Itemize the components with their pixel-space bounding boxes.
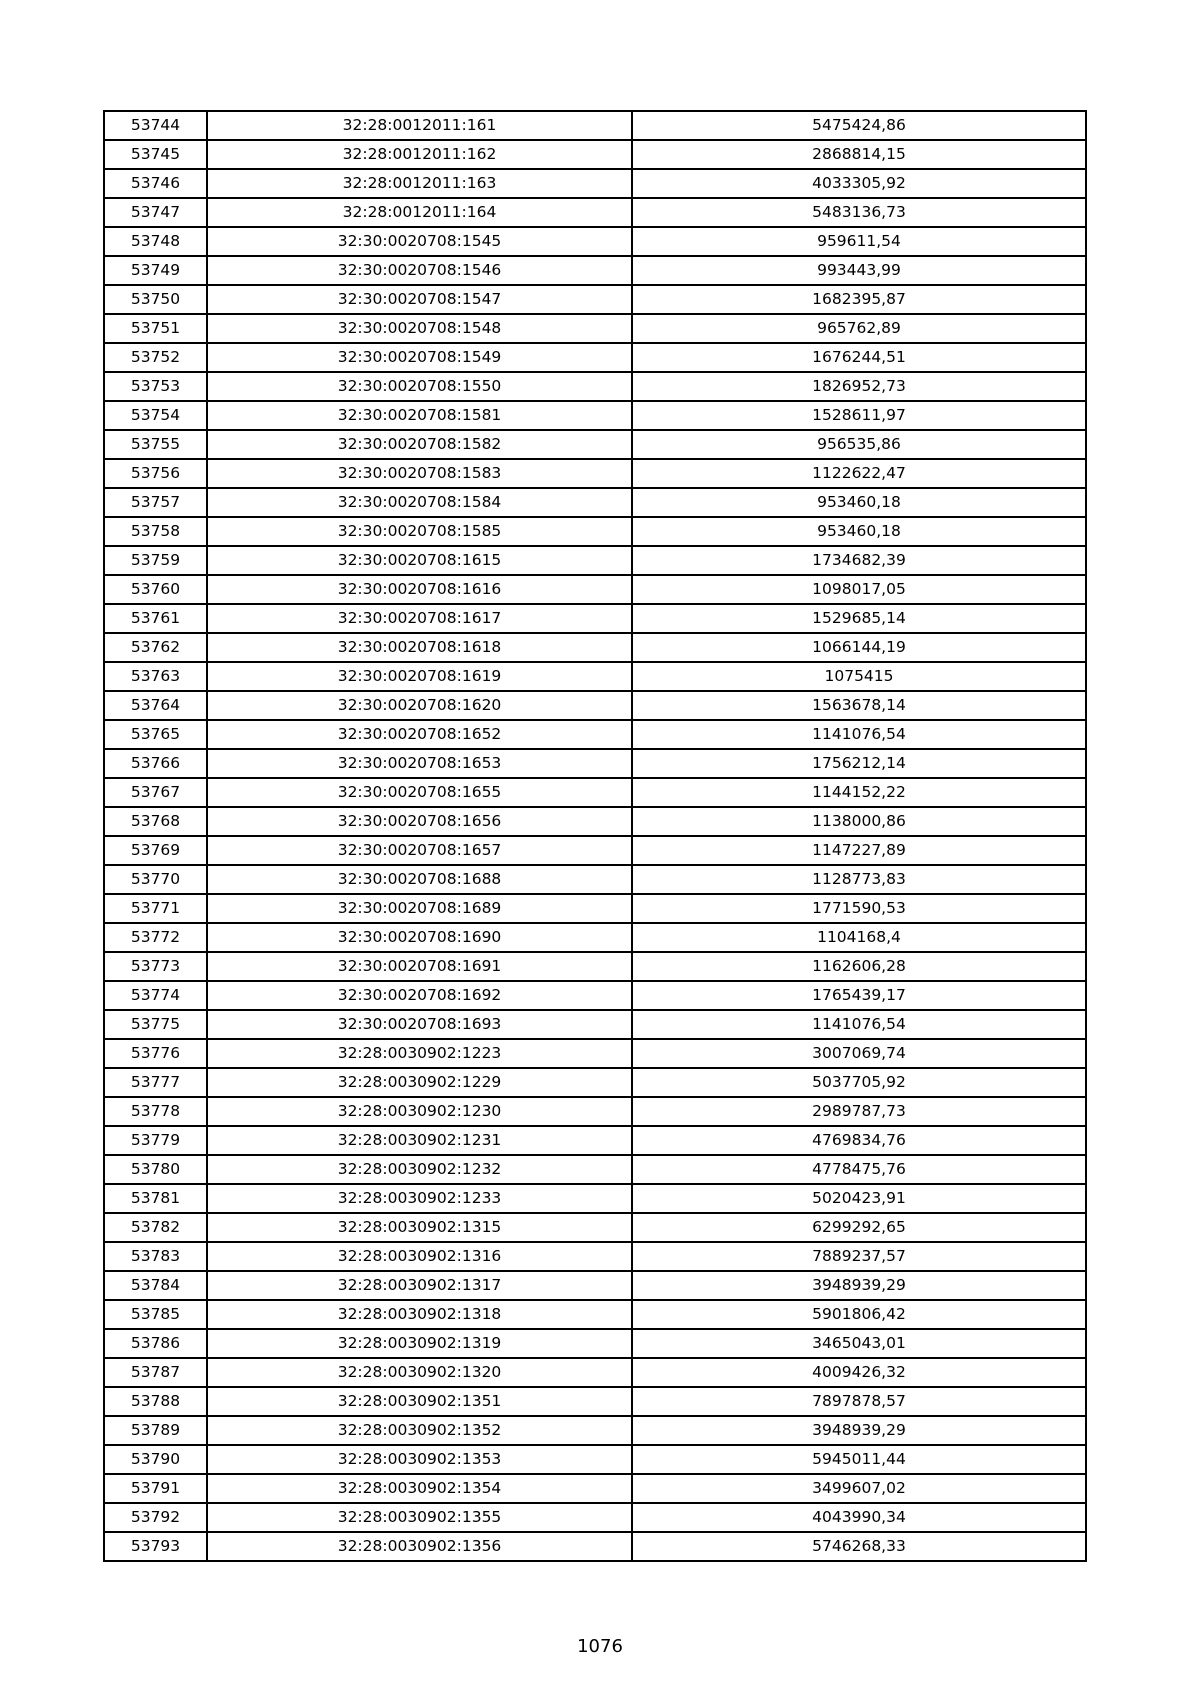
cadastral-value-cell: 1765439,17 (632, 981, 1086, 1010)
cadastral-value-cell: 4769834,76 (632, 1126, 1086, 1155)
table-row (104, 227, 1086, 256)
cadastral-number-cell: 32:30:0020708:1617 (207, 604, 632, 633)
row-number-cell: 53759 (104, 546, 207, 575)
table-row (104, 633, 1086, 662)
cadastral-value-cell: 5945011,44 (632, 1445, 1086, 1474)
row-number-cell: 53764 (104, 691, 207, 720)
row-number-cell: 53751 (104, 314, 207, 343)
row-number-cell: 53756 (104, 459, 207, 488)
row-number-cell: 53784 (104, 1271, 207, 1300)
cadastral-value-cell: 959611,54 (632, 227, 1086, 256)
cadastral-value-cell: 3007069,74 (632, 1039, 1086, 1068)
row-number-cell: 53777 (104, 1068, 207, 1097)
cadastral-number-cell: 32:30:0020708:1619 (207, 662, 632, 691)
table-row (104, 575, 1086, 604)
row-number-cell: 53774 (104, 981, 207, 1010)
table-row (104, 169, 1086, 198)
row-number-cell: 53787 (104, 1358, 207, 1387)
cadastral-value-cell: 1682395,87 (632, 285, 1086, 314)
row-number-cell: 53744 (104, 111, 207, 140)
row-number-cell: 53768 (104, 807, 207, 836)
cadastral-number-cell: 32:28:0012011:162 (207, 140, 632, 169)
cadastral-value-cell: 6299292,65 (632, 1213, 1086, 1242)
row-number-cell: 53788 (104, 1387, 207, 1416)
cadastral-number-cell: 32:30:0020708:1545 (207, 227, 632, 256)
cadastral-number-cell: 32:30:0020708:1689 (207, 894, 632, 923)
row-number-cell: 53793 (104, 1532, 207, 1561)
cadastral-value-cell: 1734682,39 (632, 546, 1086, 575)
cadastral-number-cell: 32:30:0020708:1581 (207, 401, 632, 430)
cadastral-number-cell: 32:30:0020708:1691 (207, 952, 632, 981)
row-number-cell: 53758 (104, 517, 207, 546)
table-row (104, 1242, 1086, 1271)
row-number-cell: 53757 (104, 488, 207, 517)
cadastral-value-cell: 3948939,29 (632, 1271, 1086, 1300)
cadastral-number-cell: 32:30:0020708:1585 (207, 517, 632, 546)
cadastral-number-cell: 32:30:0020708:1620 (207, 691, 632, 720)
cadastral-value-cell: 1141076,54 (632, 720, 1086, 749)
table-row (104, 459, 1086, 488)
table-row (104, 1126, 1086, 1155)
table-row (104, 1329, 1086, 1358)
row-number-cell: 53754 (104, 401, 207, 430)
cadastral-value-cell: 1128773,83 (632, 865, 1086, 894)
cadastral-number-cell: 32:30:0020708:1656 (207, 807, 632, 836)
cadastral-value-cell: 1144152,22 (632, 778, 1086, 807)
table-row (104, 604, 1086, 633)
cadastral-number-cell: 32:28:0030902:1356 (207, 1532, 632, 1561)
cadastral-value-cell: 4033305,92 (632, 169, 1086, 198)
cadastral-number-cell: 32:28:0030902:1319 (207, 1329, 632, 1358)
cadastral-number-cell: 32:28:0030902:1223 (207, 1039, 632, 1068)
cadastral-value-cell: 1756212,14 (632, 749, 1086, 778)
cadastral-number-cell: 32:28:0012011:163 (207, 169, 632, 198)
cadastral-number-cell: 32:30:0020708:1584 (207, 488, 632, 517)
cadastral-number-cell: 32:28:0030902:1355 (207, 1503, 632, 1532)
table-row (104, 430, 1086, 459)
table-row (104, 981, 1086, 1010)
row-number-cell: 53783 (104, 1242, 207, 1271)
cadastral-number-cell: 32:30:0020708:1693 (207, 1010, 632, 1039)
cadastral-number-cell: 32:30:0020708:1583 (207, 459, 632, 488)
cadastral-value-cell: 5746268,33 (632, 1532, 1086, 1561)
table-row (104, 1213, 1086, 1242)
cadastral-value-cell: 1138000,86 (632, 807, 1086, 836)
cadastral-value-cell: 1162606,28 (632, 952, 1086, 981)
row-number-cell: 53770 (104, 865, 207, 894)
cadastral-number-cell: 32:28:0030902:1320 (207, 1358, 632, 1387)
row-number-cell: 53776 (104, 1039, 207, 1068)
cadastral-number-cell: 32:28:0030902:1318 (207, 1300, 632, 1329)
row-number-cell: 53790 (104, 1445, 207, 1474)
cadastral-value-cell: 993443,99 (632, 256, 1086, 285)
cadastral-value-cell: 1676244,51 (632, 343, 1086, 372)
cadastral-number-cell: 32:30:0020708:1549 (207, 343, 632, 372)
row-number-cell: 53765 (104, 720, 207, 749)
row-number-cell: 53746 (104, 169, 207, 198)
cadastral-number-cell: 32:28:0030902:1230 (207, 1097, 632, 1126)
cadastral-number-cell: 32:28:0030902:1233 (207, 1184, 632, 1213)
table-row (104, 1068, 1086, 1097)
cadastral-number-cell: 32:30:0020708:1615 (207, 546, 632, 575)
row-number-cell: 53772 (104, 923, 207, 952)
cadastral-value-cell: 1563678,14 (632, 691, 1086, 720)
row-number-cell: 53780 (104, 1155, 207, 1184)
cadastral-value-cell: 1104168,4 (632, 923, 1086, 952)
cadastral-number-cell: 32:30:0020708:1655 (207, 778, 632, 807)
cadastral-number-cell: 32:28:0030902:1317 (207, 1271, 632, 1300)
cadastral-number-cell: 32:28:0030902:1232 (207, 1155, 632, 1184)
cadastral-number-cell: 32:28:0030902:1353 (207, 1445, 632, 1474)
table-row (104, 1097, 1086, 1126)
cadastral-value-cell: 1529685,14 (632, 604, 1086, 633)
table-row (104, 1155, 1086, 1184)
row-number-cell: 53753 (104, 372, 207, 401)
cadastral-value-cell: 5475424,86 (632, 111, 1086, 140)
cadastral-number-cell: 32:30:0020708:1653 (207, 749, 632, 778)
cadastral-number-cell: 32:28:0012011:164 (207, 198, 632, 227)
cadastral-value-cell: 3948939,29 (632, 1416, 1086, 1445)
table-row (104, 1039, 1086, 1068)
row-number-cell: 53766 (104, 749, 207, 778)
table-row (104, 720, 1086, 749)
cadastral-value-cell: 956535,86 (632, 430, 1086, 459)
cadastral-value-cell: 7889237,57 (632, 1242, 1086, 1271)
row-number-cell: 53755 (104, 430, 207, 459)
row-number-cell: 53761 (104, 604, 207, 633)
cadastral-value-cell: 7897878,57 (632, 1387, 1086, 1416)
cadastral-number-cell: 32:28:0030902:1316 (207, 1242, 632, 1271)
row-number-cell: 53791 (104, 1474, 207, 1503)
row-number-cell: 53767 (104, 778, 207, 807)
cadastral-number-cell: 32:30:0020708:1692 (207, 981, 632, 1010)
cadastral-value-cell: 1122622,47 (632, 459, 1086, 488)
cadastral-value-cell: 5901806,42 (632, 1300, 1086, 1329)
row-number-cell: 53762 (104, 633, 207, 662)
table-row (104, 1010, 1086, 1039)
row-number-cell: 53786 (104, 1329, 207, 1358)
row-number-cell: 53792 (104, 1503, 207, 1532)
cadastral-value-cell: 1075415 (632, 662, 1086, 691)
row-number-cell: 53778 (104, 1097, 207, 1126)
cadastral-number-cell: 32:28:0030902:1315 (207, 1213, 632, 1242)
cadastral-value-cell: 1098017,05 (632, 575, 1086, 604)
table-row (104, 691, 1086, 720)
cadastral-number-cell: 32:28:0030902:1231 (207, 1126, 632, 1155)
cadastral-value-cell: 1141076,54 (632, 1010, 1086, 1039)
table-row (104, 488, 1086, 517)
cadastral-number-cell: 32:30:0020708:1547 (207, 285, 632, 314)
cadastral-value-cell: 953460,18 (632, 517, 1086, 546)
table-row (104, 1503, 1086, 1532)
table-row (104, 111, 1086, 140)
table-row (104, 952, 1086, 981)
cadastral-number-cell: 32:30:0020708:1550 (207, 372, 632, 401)
cadastral-value-cell: 1826952,73 (632, 372, 1086, 401)
row-number-cell: 53748 (104, 227, 207, 256)
table-row (104, 1271, 1086, 1300)
table-row (104, 749, 1086, 778)
cadastral-number-cell: 32:28:0030902:1229 (207, 1068, 632, 1097)
cadastral-number-cell: 32:30:0020708:1582 (207, 430, 632, 459)
table-row (104, 923, 1086, 952)
row-number-cell: 53745 (104, 140, 207, 169)
table-row (104, 401, 1086, 430)
table-row (104, 807, 1086, 836)
row-number-cell: 53775 (104, 1010, 207, 1039)
cadastral-value-cell: 5483136,73 (632, 198, 1086, 227)
row-number-cell: 53749 (104, 256, 207, 285)
cadastral-number-cell: 32:30:0020708:1688 (207, 865, 632, 894)
cadastral-value-cell: 5020423,91 (632, 1184, 1086, 1213)
table-row (104, 314, 1086, 343)
table-row (104, 517, 1086, 546)
row-number-cell: 53781 (104, 1184, 207, 1213)
table-row (104, 836, 1086, 865)
table-row (104, 778, 1086, 807)
table-row (104, 198, 1086, 227)
table-row (104, 285, 1086, 314)
table-row (104, 662, 1086, 691)
cadastral-value-cell: 3499607,02 (632, 1474, 1086, 1503)
cadastral-number-cell: 32:28:0030902:1351 (207, 1387, 632, 1416)
table-row (104, 1300, 1086, 1329)
cadastral-number-cell: 32:28:0030902:1352 (207, 1416, 632, 1445)
cadastral-number-cell: 32:30:0020708:1652 (207, 720, 632, 749)
row-number-cell: 53785 (104, 1300, 207, 1329)
row-number-cell: 53763 (104, 662, 207, 691)
table-row (104, 1474, 1086, 1503)
row-number-cell: 53769 (104, 836, 207, 865)
cadastral-value-cell: 1147227,89 (632, 836, 1086, 865)
cadastral-number-cell: 32:30:0020708:1548 (207, 314, 632, 343)
cadastral-value-cell: 965762,89 (632, 314, 1086, 343)
table-body (104, 111, 1086, 1561)
table-row (104, 1358, 1086, 1387)
row-number-cell: 53782 (104, 1213, 207, 1242)
table-row (104, 140, 1086, 169)
row-number-cell: 53750 (104, 285, 207, 314)
table-row (104, 1532, 1086, 1561)
cadastral-value-cell: 4009426,32 (632, 1358, 1086, 1387)
table-row (104, 1416, 1086, 1445)
cadastral-value-cell: 2868814,15 (632, 140, 1086, 169)
cadastral-number-cell: 32:28:0030902:1354 (207, 1474, 632, 1503)
table-row (104, 865, 1086, 894)
cadastral-value-cell: 4778475,76 (632, 1155, 1086, 1184)
row-number-cell: 53779 (104, 1126, 207, 1155)
cadastral-number-cell: 32:30:0020708:1618 (207, 633, 632, 662)
row-number-cell: 53760 (104, 575, 207, 604)
table-row (104, 894, 1086, 923)
table-row (104, 256, 1086, 285)
cadastral-value-cell: 953460,18 (632, 488, 1086, 517)
table-row (104, 1445, 1086, 1474)
cadastral-value-table (103, 110, 1087, 1562)
cadastral-value-cell: 3465043,01 (632, 1329, 1086, 1358)
cadastral-value-cell: 1528611,97 (632, 401, 1086, 430)
cadastral-number-cell: 32:30:0020708:1546 (207, 256, 632, 285)
row-number-cell: 53773 (104, 952, 207, 981)
cadastral-value-cell: 5037705,92 (632, 1068, 1086, 1097)
table-row (104, 1184, 1086, 1213)
table-row (104, 343, 1086, 372)
cadastral-value-cell: 1066144,19 (632, 633, 1086, 662)
cadastral-value-cell: 2989787,73 (632, 1097, 1086, 1126)
row-number-cell: 53789 (104, 1416, 207, 1445)
table-row (104, 372, 1086, 401)
cadastral-value-cell: 1771590,53 (632, 894, 1086, 923)
cadastral-number-cell: 32:30:0020708:1690 (207, 923, 632, 952)
row-number-cell: 53747 (104, 198, 207, 227)
cadastral-number-cell: 32:30:0020708:1657 (207, 836, 632, 865)
cadastral-value-cell: 4043990,34 (632, 1503, 1086, 1532)
cadastral-number-cell: 32:30:0020708:1616 (207, 575, 632, 604)
table-row (104, 1387, 1086, 1416)
table-row (104, 546, 1086, 575)
page-number: 1076 (577, 1636, 623, 1657)
row-number-cell: 53752 (104, 343, 207, 372)
row-number-cell: 53771 (104, 894, 207, 923)
cadastral-number-cell: 32:28:0012011:161 (207, 111, 632, 140)
